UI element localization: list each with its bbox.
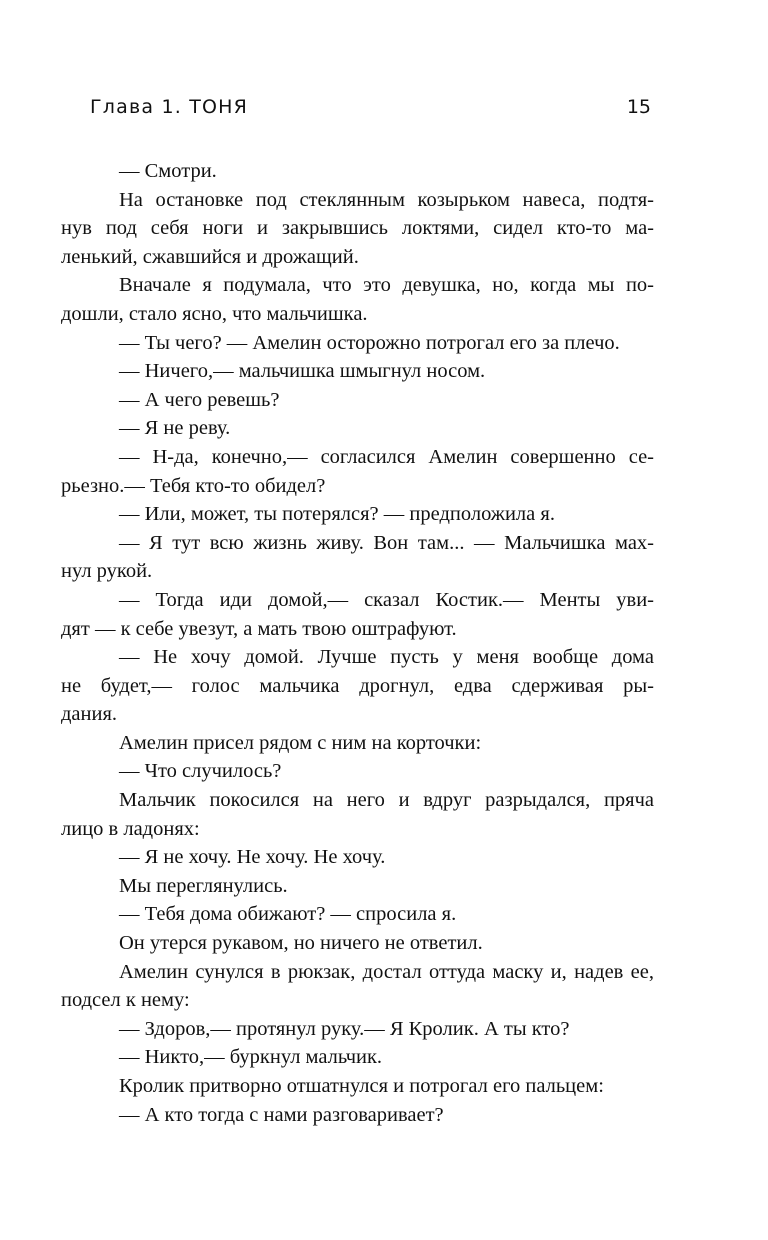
text-line: — Или, может, ты потерялся? — предположила я. <box>119 503 555 526</box>
text-line: — Ты чего? — Амелин осторожно потрогал его за плечо. <box>119 331 620 354</box>
paragraph <box>90 929 654 958</box>
text-line: Мальчик покосился на него и вдруг разрыдался, пряча <box>119 789 654 812</box>
text-line: Мы переглянулись. <box>119 874 288 897</box>
text-line: дания. <box>61 703 118 726</box>
text-line: Вначале я подумала, что это девушка, но, когда мы по- <box>119 274 654 297</box>
paragraph <box>61 529 654 586</box>
body-text <box>61 157 654 1129</box>
text-line: нув под себя ноги и закрывшись локтями, сидел кто-то ма- <box>61 217 654 240</box>
text-line: — Смотри. <box>119 160 217 182</box>
text-line: Амелин присел рядом с ним на корточки: <box>119 731 482 754</box>
text-line: — Н-да, конечно,— согласился Амелин совершенно се- <box>119 445 654 468</box>
paragraph <box>90 843 654 872</box>
paragraph <box>90 1015 654 1044</box>
text-line: рьезно.— Тебя кто-то обидел? <box>61 474 326 497</box>
text-line: — Я тут всю жизнь живу. Вон там... — Мальчишка мах- <box>119 531 654 554</box>
text-line: Кролик притворно отшатнулся и потрогал его пальцем: <box>119 1075 604 1097</box>
paragraph <box>90 329 654 358</box>
text-line: На остановке под стеклянным козырьком навеса, подтя- <box>119 188 654 211</box>
text-line: ленький, сжавшийся и дрожащий. <box>61 245 359 268</box>
text-line: — Я не реву. <box>119 417 231 440</box>
text-line: Амелин сунулся в рюкзак, достал оттуда маску и, надев ее, <box>119 960 654 983</box>
text-line: Он утерся рукавом, но ничего не ответил. <box>119 932 483 955</box>
paragraph <box>61 586 654 643</box>
paragraph <box>90 1101 654 1130</box>
text-line: — Ничего,— мальчишка шмыгнул носом. <box>119 360 486 383</box>
text-line: лицо в ладонях: <box>61 817 200 840</box>
text-line: нул рукой. <box>61 560 153 583</box>
text-line: — Тогда иди домой,— сказал Костик.— Менты уви- <box>119 588 654 611</box>
paragraph <box>90 500 654 529</box>
paragraph <box>90 1043 654 1072</box>
paragraph <box>90 900 654 929</box>
text-line: не будет,— голос мальчика дрогнул, едва сдерживая ры- <box>61 674 654 697</box>
running-head-chapter: Глава 1. ТОНЯ <box>90 96 249 118</box>
text-line: — Никто,— буркнул мальчик. <box>119 1046 383 1069</box>
text-line: дят — к себе увезут, а мать твою оштрафуют. <box>61 617 457 640</box>
paragraph <box>90 386 654 415</box>
text-line: дошли, стало ясно, что мальчишка. <box>61 302 368 325</box>
paragraph <box>90 414 654 443</box>
paragraph <box>90 729 654 758</box>
paragraph <box>61 271 654 328</box>
paragraph <box>61 958 654 1015</box>
paragraph <box>90 1072 654 1101</box>
paragraph <box>90 872 654 901</box>
text-line: — Не хочу домой. Лучше пусть у меня вообще дома <box>119 646 654 669</box>
paragraph <box>61 186 654 272</box>
text-line: — Тебя дома обижают? — спросила я. <box>119 903 457 926</box>
text-line: — Здоров,— протянул руку.— Я Кролик. А ты кто? <box>119 1017 570 1040</box>
text-line: — Я не хочу. Не хочу. Не хочу. <box>119 846 386 869</box>
page-number: 15 <box>626 96 651 118</box>
paragraph <box>61 643 654 729</box>
text-line: — А кто тогда с нами разговаривает? <box>119 1103 444 1126</box>
paragraph <box>90 157 654 186</box>
paragraph <box>61 443 654 500</box>
text-line: — Что случилось? <box>119 760 282 783</box>
paragraph <box>90 757 654 786</box>
paragraph <box>61 786 654 843</box>
text-line: — А чего ревешь? <box>119 388 280 411</box>
paragraph <box>90 357 654 386</box>
text-line: подсел к нему: <box>61 989 190 1012</box>
